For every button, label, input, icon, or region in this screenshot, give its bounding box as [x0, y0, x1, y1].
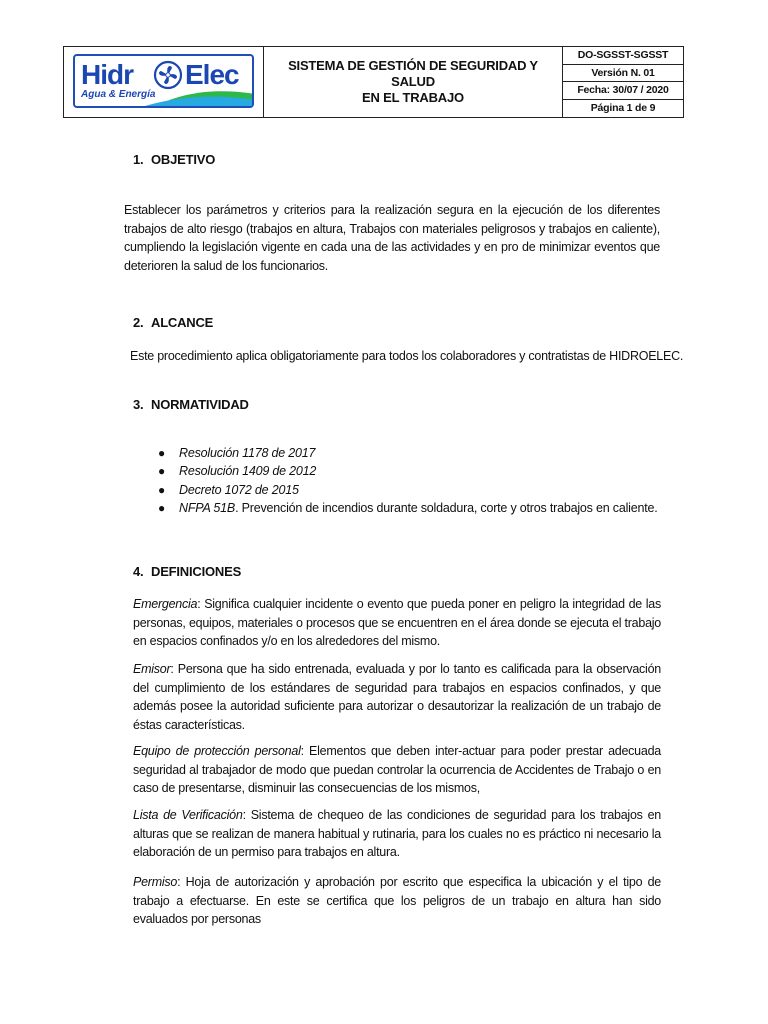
normatividad-list — [158, 444, 658, 517]
section-heading-alcance: 2. ALCANCE — [133, 315, 214, 330]
definition-text: : Significa cualquier incidente o evento que pueda poner en peligro la integridad de las personas, equipos, materiales o procesos que se encuentren en el área donde se ejecuta el trabajo en espacios confinados y/o en los alrededores del mismo. — [133, 597, 661, 648]
definition-text: : Hoja de autorización y aprobación por escrito que especifica la ubicación y el tipo de trabajo a efectuarse. En este se certifica que los peligros de un trabajo en altura han sido evaluados por personas — [133, 875, 661, 926]
logo-text-right: Elec — [185, 59, 239, 90]
definition-term: Emisor — [133, 662, 171, 676]
definition-text: : Elementos que deben inter-actuar para poder prestar adecuada seguridad al trabajador de modo que puedan controlar la ocurrencia de Accidentes de Trabajo o en caso de presentarse, disminuir las consecuencias de los mismos, — [133, 744, 661, 795]
definition-term: Emergencia — [133, 597, 198, 611]
title-line-1: SISTEMA DE GESTIÓN DE SEGURIDAD Y SALUD — [288, 58, 538, 89]
list-item: ● Resolución 1178 de 2017 — [158, 446, 316, 460]
definition-permiso — [133, 873, 661, 929]
definition-term: Permiso — [133, 875, 178, 889]
list-item: ● NFPA 51B. Prevención de incendios durante soldadura, corte y otros trabajos en caliente. — [158, 500, 658, 515]
logo-tagline: Agua & Energía — [81, 89, 156, 100]
document-page-number: Página 1 de 9 — [590, 101, 656, 114]
document-date: Fecha: 30/07 / 2020 — [563, 82, 683, 100]
document-title — [264, 47, 563, 117]
definition-epp — [133, 742, 661, 798]
title-line-2: EN EL TRABAJO — [362, 90, 464, 105]
alcance-text: Este procedimiento aplica obligatoriamente para todos los colaboradores y contratistas de HIDROELEC. — [130, 349, 684, 363]
definition-emisor — [133, 660, 661, 734]
section-heading-definiciones: 4. DEFINICIONES — [133, 564, 242, 579]
document-header-table — [63, 46, 684, 118]
logo-cell — [64, 47, 264, 117]
definition-text: : Sistema de chequeo de las condiciones de seguridad para los trabajos en alturas que se realizan de manera habitual y rutinaria, para los cuales no es práctico ni necesario la elaboración de un permiso para trabajos en altura. — [133, 808, 661, 859]
definition-text: : Persona que ha sido entrenada, evaluada y por lo tanto es calificada para la observación del cumplimiento de los estándares de seguridad para trabajos en espacios confinados, y que además posee la autoridad suficiente para autorizar o desautorizar la realización de un trabajo de éstas características. — [133, 662, 661, 732]
definition-emergencia — [133, 595, 661, 651]
definition-lista-verificacion — [133, 806, 661, 862]
list-item: ● Decreto 1072 de 2015 — [158, 482, 299, 497]
document-version: Versión N. 01 — [563, 65, 683, 83]
definition-term: Lista de Verificación — [133, 808, 243, 822]
document-code: DO-SGSST-SGSST — [563, 47, 683, 65]
objetivo-text: Establecer los parámetros y criterios para la realización segura en la ejecución de los diferentes trabajos de alto riesgo (trabajos en altura, Trabajos con materiales peligrosos y trabajos en caliente), cumpliendo la legislación vigente en cada una de las actividades y en pro de minimizar eventos que deterioren la salud de los funcionarios. — [124, 203, 660, 273]
section-heading-normatividad: 3. NORMATIVIDAD — [133, 397, 249, 412]
section-heading-objetivo: 1. OBJETIVO — [133, 152, 216, 167]
logo-text-left: Hidr — [81, 59, 133, 90]
wave-icon — [75, 84, 254, 106]
list-item: ● Resolución 1409 de 2012 — [158, 464, 317, 479]
company-logo — [73, 54, 254, 108]
definition-term: Equipo de protección personal — [133, 744, 301, 758]
document-meta — [563, 47, 683, 117]
